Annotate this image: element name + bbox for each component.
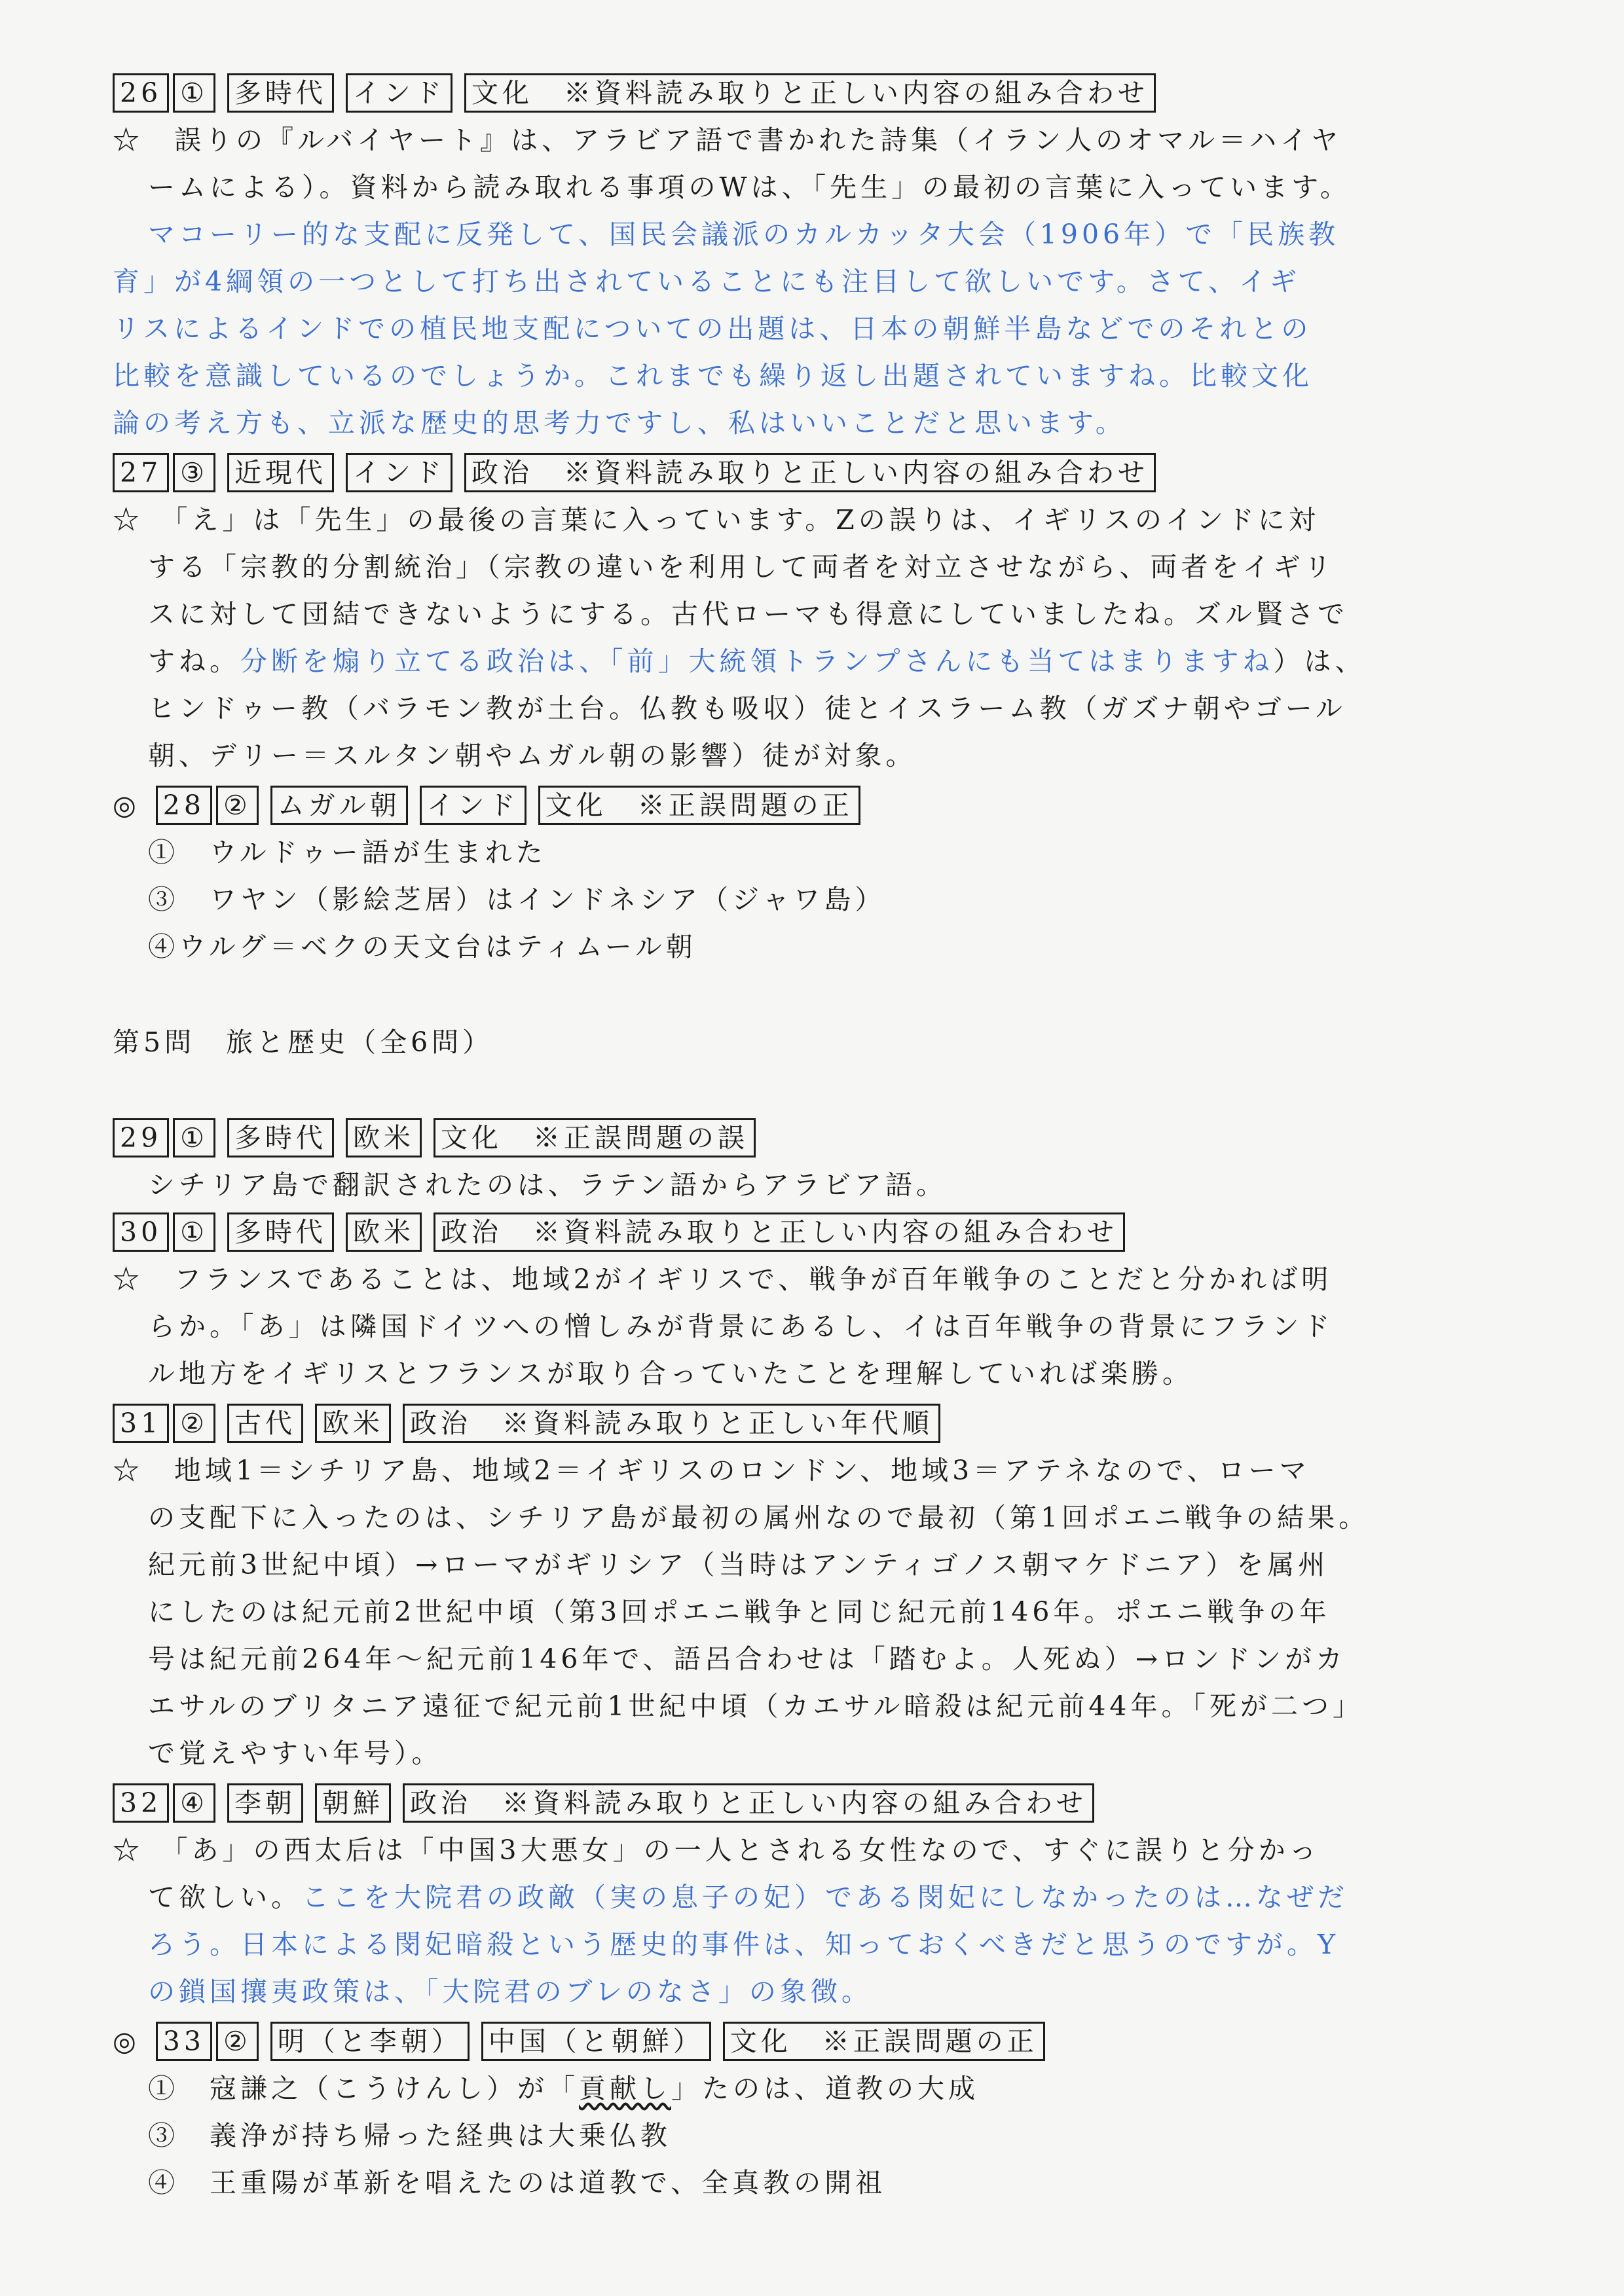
region-tag: 欧米 — [315, 1404, 391, 1443]
q27-line-3: スに対して団結できないようにする。古代ローマも得意にしていましたね。ズル賢さで — [148, 598, 1348, 630]
answer-number: ② — [216, 786, 259, 825]
q32-note-line-4: の鎖国攘夷政策は、「大院君のブレのなさ」の象徴。 — [148, 1976, 872, 2007]
era-tag: 多時代 — [227, 1212, 334, 1252]
q31-line-4: にしたのは紀元前2世紀中頃（第3回ポエニ戦争と同じ紀元前146年。ポエニ戦争の年 — [148, 1596, 1331, 1628]
q28-heading — [113, 782, 1593, 829]
q27-line-2: する「宗教的分割統治」（宗教の違いを利用して両者を対立させながら、両者をイギリ — [148, 551, 1335, 583]
region-tag: インド — [420, 786, 526, 825]
q28-item-4: ④ウルグ＝ベクの天文台はティムール朝 — [148, 931, 697, 962]
q32-line-2 — [148, 1874, 1593, 1921]
q33-item-1-start: ① 寇謙之（こうけんし）が「 — [148, 2073, 579, 2104]
q31-line-7: で覚えやすい年号）。 — [148, 1738, 443, 1769]
category-tag: 文化 ※正誤問題の誤 — [434, 1118, 756, 1157]
region-tag: 朝鮮 — [315, 1783, 391, 1823]
q31-heading — [113, 1400, 1593, 1447]
answer-number: ① — [173, 1118, 215, 1157]
category-tag: 文化 ※資料読み取りと正しい内容の組み合わせ — [464, 73, 1156, 113]
q27-note-inline: 分断を煽り立てる政治は、「前」大統領トランプさんにも当てはまりますね — [240, 646, 1274, 677]
category-tag: 文化 ※正誤問題の正 — [723, 2022, 1045, 2061]
q32-line-1: ☆ 「あ」の西太后は「中国3大悪女」の一人とされる女性なので、すぐに誤りと分かっ — [113, 1834, 1320, 1866]
q33-item-1-end: 」たのは、道教の大成 — [671, 2073, 979, 2104]
q31-line-2: の支配下に入ったのは、シチリア島が最初の属州なので最初（第1回ポエニ戦争の結果。 — [148, 1502, 1370, 1533]
q30-line-3: ル地方をイギリスとフランスが取り合っていたことを理解していれば楽勝。 — [148, 1358, 1193, 1389]
region-tag: 欧米 — [346, 1118, 422, 1157]
q30-heading — [113, 1209, 1593, 1256]
answer-number: ② — [173, 1404, 215, 1443]
q33-underlined-word: 貢献し — [579, 2073, 671, 2104]
q26-note-line-1: マコーリー的な支配に反発して、国民会議派のカルカッタ大会（1906年）で「民族教 — [148, 219, 1340, 250]
section-5-heading: 第5問 旅と歴史（全6問） — [113, 1027, 494, 1058]
q27-line-4 — [148, 638, 1593, 685]
important-mark: ◎ — [113, 2026, 140, 2057]
q26-heading — [113, 69, 1593, 117]
q26-line-2: ームによる）。資料から読み取れる事項のWは、「先生」の最初の言葉に入っています。 — [148, 172, 1351, 203]
answer-number: ③ — [173, 453, 215, 492]
q33-item-4: ④ 王重陽が革新を唱えたのは道教で、全真教の開祖 — [148, 2167, 887, 2198]
region-tag: 欧米 — [346, 1212, 422, 1252]
answer-number: ④ — [173, 1783, 215, 1823]
answer-number: ① — [173, 1212, 215, 1252]
category-tag: 政治 ※資料読み取りと正しい年代順 — [403, 1404, 940, 1443]
q31-line-5: 号は紀元前264年～紀元前146年で、語呂合わせは「踏むよ。人死ぬ）→ロンドンがカ — [148, 1643, 1347, 1675]
answer-number: ② — [216, 2022, 259, 2061]
era-tag: 明（と李朝） — [270, 2022, 470, 2061]
q26-note-line-4: 比較を意識しているのでしょうか。これまでも繰り返し出題されていますね。比較文化 — [113, 360, 1313, 392]
q29-heading — [113, 1114, 1593, 1161]
q26-note-line-5: 論の考え方も、立派な歴史的思考力ですし、私はいいことだと思います。 — [113, 407, 1126, 439]
q28-item-1: ① ウルドゥー語が生まれた — [148, 837, 547, 868]
q27-line-6: 朝、デリー＝スルタン朝やムガル朝の影響）徒が対象。 — [148, 740, 917, 771]
q26-note-line-2: 育」が4綱領の一つとして打ち出されていることにも注目して欲しいです。さて、イギ — [113, 266, 1301, 297]
q27-line-4-end: ）は、 — [1273, 646, 1366, 677]
q33-item-3: ③ 義浄が持ち帰った経典は大乗仏教 — [148, 2120, 671, 2151]
question-number: 32 — [113, 1783, 169, 1823]
important-mark: ◎ — [113, 790, 140, 821]
q26-note-line-3: リスによるインドでの植民地支配についての出題は、日本の朝鮮半島などでのそれとの — [113, 313, 1312, 344]
q32-note-line-3: ろう。日本による閔妃暗殺という歴史的事件は、知っておくべきだと思うのですが。Y — [148, 1929, 1340, 1960]
question-number: 29 — [113, 1118, 169, 1157]
q32-line-2-start: て欲しい。 — [148, 1882, 302, 1913]
category-tag: 文化 ※正誤問題の正 — [538, 786, 860, 825]
q29-line-1: シチリア島で翻訳されたのは、ラテン語からアラビア語。 — [148, 1169, 947, 1201]
question-number: 26 — [113, 73, 169, 113]
category-tag: 政治 ※資料読み取りと正しい内容の組み合わせ — [464, 453, 1156, 492]
era-tag: 古代 — [227, 1404, 303, 1443]
q33-item-1 — [148, 2065, 1593, 2112]
era-tag: 多時代 — [227, 1118, 334, 1157]
q31-line-1: ☆ 地域1＝シチリア島、地域2＝イギリスのロンドン、地域3＝アテネなので、ローマ — [113, 1455, 1310, 1486]
q33-heading — [113, 2018, 1593, 2065]
q30-line-2: らか。「あ」は隣国ドイツへの憎しみが背景にあるし、イは百年戦争の背景にフランド — [148, 1311, 1334, 1342]
q32-note-inline: ここを大院君の政敵（実の息子の妃）である閔妃にしなかったのは…なぜだ — [302, 1882, 1348, 1913]
question-number: 33 — [156, 2022, 212, 2061]
q31-line-3: 紀元前3世紀中頃）→ローマがギリシア（当時はアンティゴノス朝マケドニア）を属州 — [148, 1549, 1329, 1580]
category-tag: 政治 ※資料読み取りと正しい内容の組み合わせ — [403, 1783, 1094, 1823]
question-number: 31 — [113, 1404, 169, 1443]
q27-line-5: ヒンドゥー教（バラモン教が土台。仏教も吸収）徒とイスラーム教（ガズナ朝やゴール — [148, 693, 1346, 724]
q31-line-6: エサルのブリタニア遠征で紀元前1世紀中頃（カエサル暗殺は紀元前44年。「死が二つ」 — [148, 1690, 1364, 1722]
era-tag: 多時代 — [227, 73, 334, 113]
region-tag: 中国（と朝鮮） — [481, 2022, 711, 2061]
answer-number: ① — [173, 73, 215, 113]
q27-heading — [113, 449, 1593, 496]
q27-line-4-start: すね。 — [148, 646, 240, 677]
question-number: 30 — [113, 1212, 169, 1252]
question-number: 28 — [156, 786, 212, 825]
q26-line-1: ☆ 誤りの『ルバイヤート』は、アラビア語で書かれた詩集（イラン人のオマル＝ハイヤ — [113, 124, 1342, 156]
q27-line-1: ☆ 「え」は「先生」の最後の言葉に入っています。Zの誤りは、イギリスのインドに対 — [113, 504, 1320, 536]
era-tag: 李朝 — [227, 1783, 303, 1823]
category-tag: 政治 ※資料読み取りと正しい内容の組み合わせ — [434, 1212, 1125, 1252]
q28-item-3: ③ ワヤン（影絵芝居）はインドネシア（ジャワ島） — [148, 884, 886, 915]
question-number: 27 — [113, 453, 169, 492]
region-tag: インド — [346, 453, 452, 492]
era-tag: 近現代 — [227, 453, 334, 492]
q30-line-1: ☆ フランスであることは、地域2がイギリスで、戦争が百年戦争のことだと分かれば明 — [113, 1264, 1333, 1295]
region-tag: インド — [346, 73, 452, 113]
era-tag: ムガル朝 — [270, 786, 408, 825]
q32-heading — [113, 1779, 1593, 1827]
